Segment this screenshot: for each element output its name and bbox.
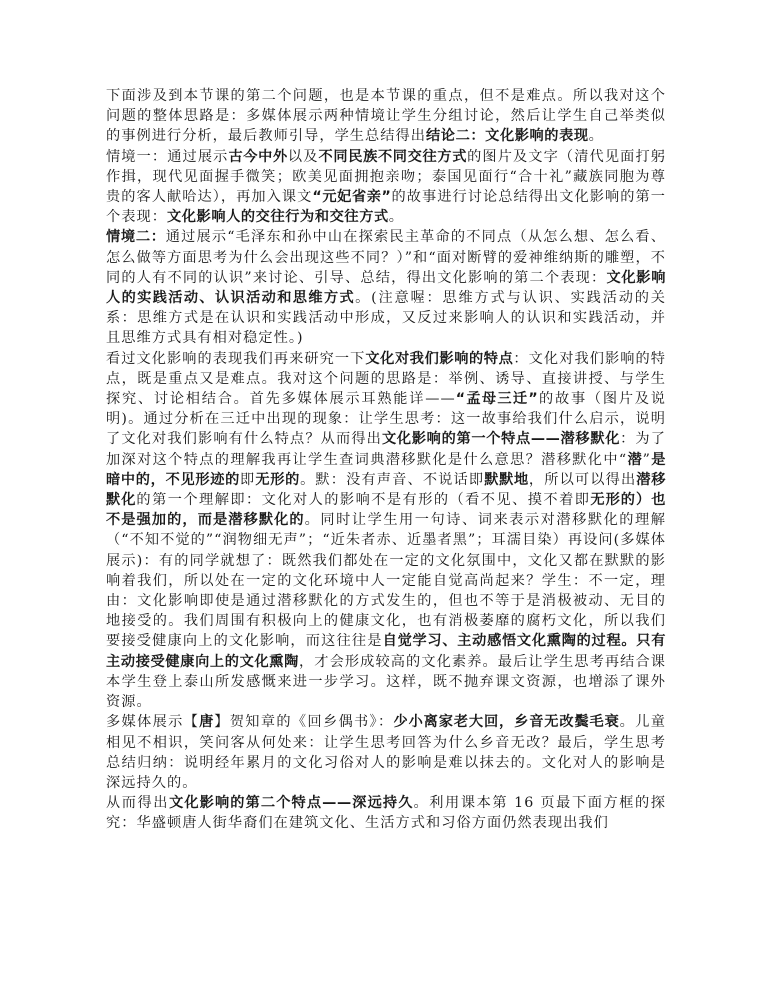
paragraph-scenario-two: 情境二：通过展示“毛泽东和孙中山在探索民主革命的不同点（从怎么想、怎么看、怎么做等方面思考为什么会出现这些不同？）”和“面对断臂的爱神维纳斯的雕塑，不同的人有不同的认识”来讨论、引导、总结，得出文化影响的第二个表现：文化影响人的实践活动、认识活动和思维方式。(注意喔：思维方式与认识、实践活动的关系：思维方式是在认识和实践活动中形成，又反过来影响人的认识和实践活动，并且思维方式具有相对稳定性。) <box>106 229 666 347</box>
paragraph-scenario-one: 情境一：通过展示古今中外以及不同民族不同交往方式的图片及文字（清代见面打躬作揖，现代见面握手微笑；欧美见面拥抱亲吻；泰国见面行“合十礼”藏族同胞为尊贵的客人献哈达），再加入课文“元妃省亲”的故事进行讨论总结得出文化影响的第一个表现：文化影响人的交往行为和交往方式。 <box>106 148 667 226</box>
paragraph-second-feature: 从而得出文化影响的第二个特点——深远持久。利用课本第 16 页最下面方框的探究：华盛顿唐人街华裔们在建筑文化、生活方式和习俗方面仍然表现出我们 <box>106 795 666 832</box>
paragraph-characteristics: 看过文化影响的表现我们再来研究一下文化对我们影响的特点：文化对我们影响的特点，既是重点又是难点。我对这个问题的思路是：举例、诱导、直接讲授、与学生探究、讨论相结合。首先多媒体展示耳熟能详——“孟母三迁”的故事（图片及说明)。通过分析在三迁中出现的现象：让学生思考：这一故事给我们什么启示，说明了文化对我们影响有什么特点？从而得出文化影响的第一个特点——潜移默化：为了加深对这个特点的理解我再让学生查词典潜移默化是什么意思？潜移默化中“潜”是暗中的，不见形迹的即无形的。默：没有声音、不说话即默默地，所以可以得出潜移默化的第一个理解即：文化对人的影响不是有形的（看不见、摸不着即无形的）也不是强加的，而是潜移默化的。同时让学生用一句诗、词来表示对潜移默化的理解（“不知不觉的”“润物细无声”；“近朱者赤、近墨者黑”；耳濡目染）再设问(多媒体展示)：有的同学就想了：既然我们都处在一定的文化氛围中，文化又都在默默的影响着我们，所以处在一定的文化环境中人一定能自觉高尚起来？学生：不一定，理由：文化影响即使是通过潜移默化的方式发生的，但也不等于是消极被动、无目的地接受的。我们周围有积极向上的健康文化，也有消极萎靡的腐朽文化，所以我们要接受健康向上的文化影响，而这往往是自觉学习、主动感悟文化熏陶的过程。只有主动接受健康向上的文化熏陶，才会形成较高的文化素养。最后让学生思考再结合课本学生登上泰山所发感慨来进一步学习。这样，既不抛弃课文资源，也增添了课外资源。 <box>106 350 667 711</box>
document-page <box>106 86 666 834</box>
paragraph-intro: 下面涉及到本节课的第二个问题，也是本节课的重点，但不是难点。所以我对这个问题的整体思路是：多媒体展示两种情境让学生分组讨论，然后让学生自己举类似的事例进行分析，最后教师引导，学生总结得出结论二：文化影响的表现。 <box>106 88 666 145</box>
paragraph-poem: 多媒体展示【唐】贺知章的《回乡偶书》：少小离家老大回，乡音无改鬓毛衰。儿童相见不相识，笑问客从何处来：让学生思考回答为什么乡音无改？最后，学生思考总结归纳：说明经年累月的文化习俗对人的影响是难以抹去的。文化对人的影响是深远持久的。 <box>106 714 666 791</box>
